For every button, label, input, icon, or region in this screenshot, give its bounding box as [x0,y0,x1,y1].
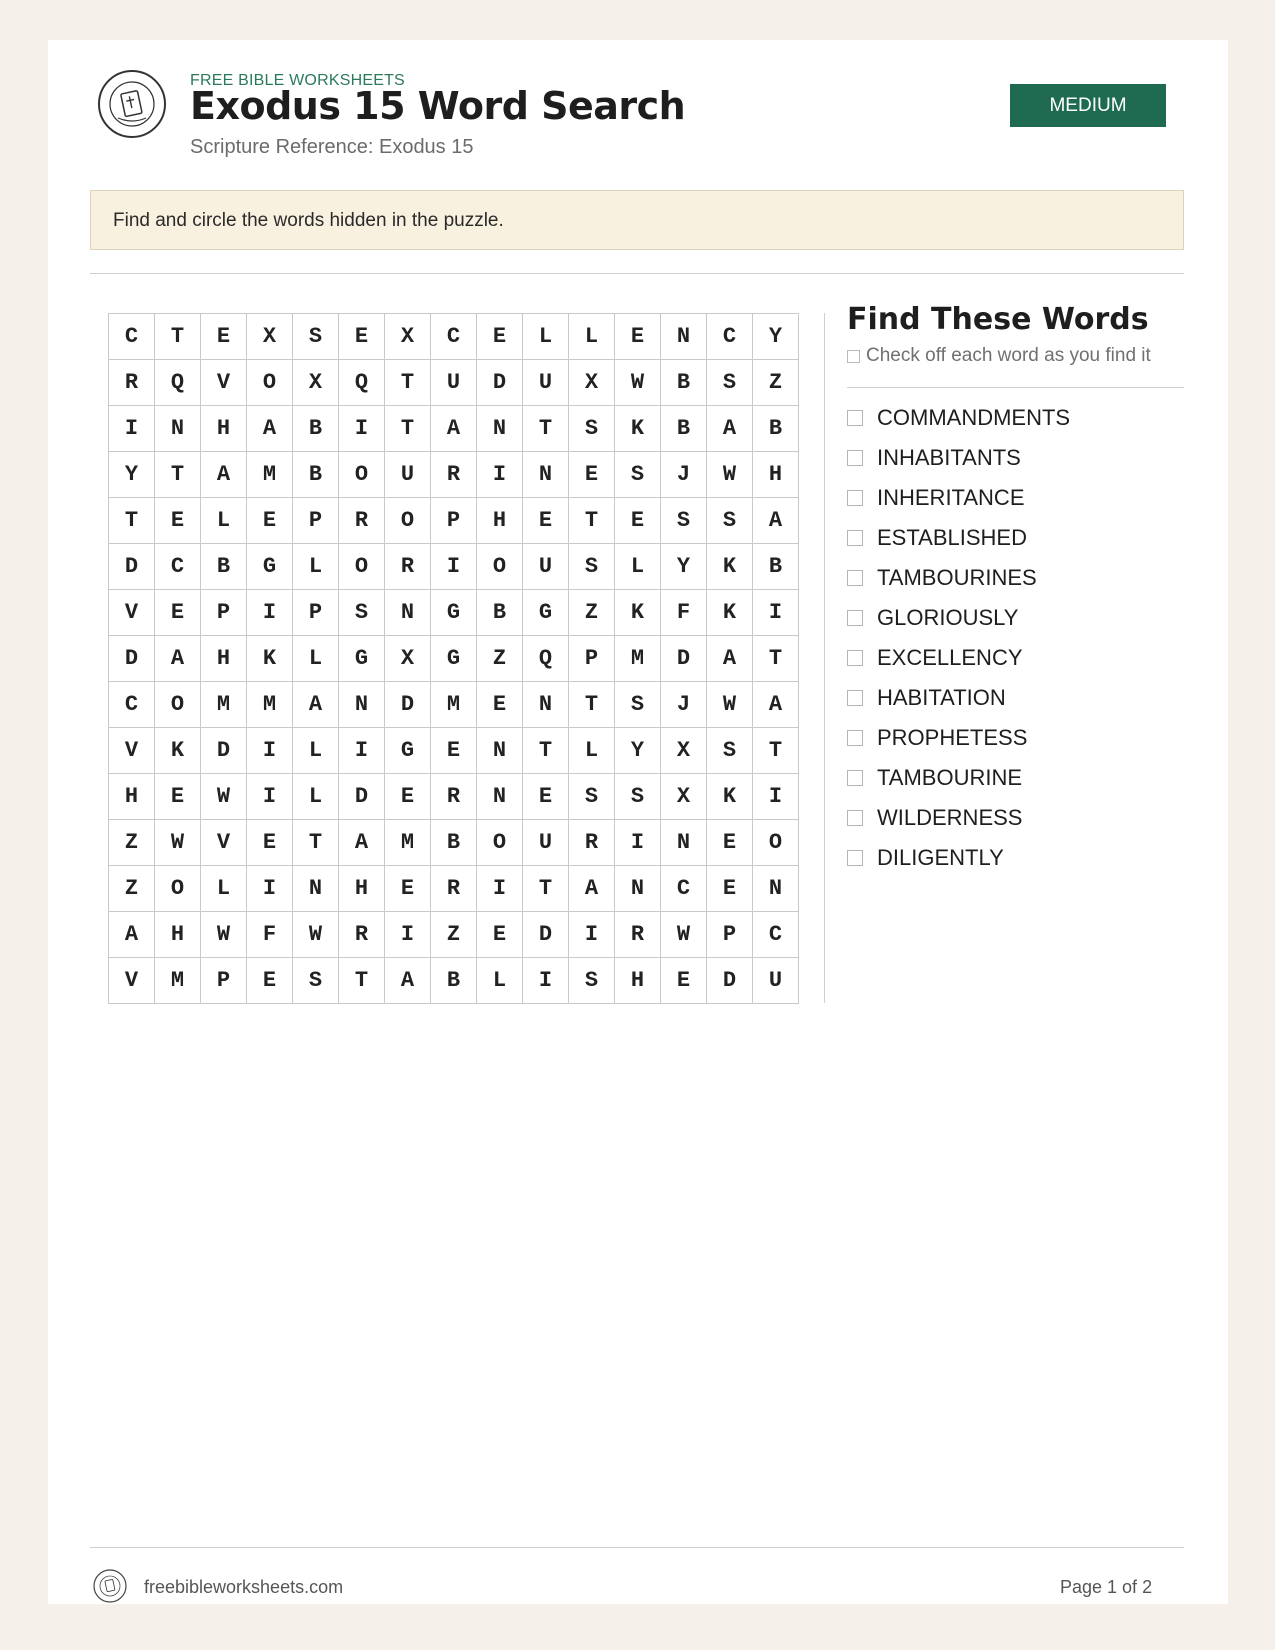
grid-cell[interactable]: W [707,452,753,498]
grid-cell[interactable]: T [155,314,201,360]
word-checkbox[interactable] [847,770,863,786]
grid-cell[interactable]: P [201,958,247,1004]
grid-cell[interactable]: N [523,682,569,728]
grid-cell[interactable]: E [569,452,615,498]
grid-cell[interactable]: L [615,544,661,590]
grid-cell[interactable]: S [293,958,339,1004]
grid-cell[interactable]: C [431,314,477,360]
grid-cell[interactable]: S [707,498,753,544]
grid-cell[interactable]: A [339,820,385,866]
grid-cell[interactable]: E [477,314,523,360]
grid-cell[interactable]: R [431,866,477,912]
word-checkbox[interactable] [847,810,863,826]
grid-cell[interactable]: G [431,590,477,636]
grid-cell[interactable]: P [293,590,339,636]
grid-cell[interactable]: A [569,866,615,912]
grid-cell[interactable]: Z [109,820,155,866]
grid-cell[interactable]: E [661,958,707,1004]
grid-cell[interactable]: D [707,958,753,1004]
grid-cell[interactable]: C [155,544,201,590]
grid-row [109,958,799,1004]
grid-cell[interactable]: M [155,958,201,1004]
word-item [847,718,1070,758]
word-list-title: Find These Words [847,302,1149,337]
grid-cell[interactable]: A [707,406,753,452]
grid-cell[interactable]: X [661,774,707,820]
grid-cell[interactable]: L [293,636,339,682]
grid-cell[interactable]: G [431,636,477,682]
grid-cell[interactable]: L [569,728,615,774]
word-checkbox[interactable] [847,410,863,426]
grid-cell[interactable]: V [201,360,247,406]
grid-cell[interactable]: E [385,774,431,820]
grid-cell[interactable]: W [661,912,707,958]
grid-cell[interactable]: T [753,636,799,682]
word-item [847,758,1070,798]
grid-row [109,498,799,544]
grid-cell[interactable]: L [293,774,339,820]
grid-cell[interactable]: A [753,498,799,544]
grid-cell[interactable]: S [707,728,753,774]
grid-cell[interactable]: A [155,636,201,682]
grid-cell[interactable]: K [707,590,753,636]
grid-cell[interactable]: R [431,774,477,820]
grid-cell[interactable]: P [569,636,615,682]
grid-cell[interactable]: G [385,728,431,774]
word-search-grid [108,313,799,1004]
grid-cell[interactable]: X [661,728,707,774]
grid-cell[interactable]: S [569,958,615,1004]
grid-cell[interactable]: S [615,682,661,728]
grid-cell[interactable]: I [247,774,293,820]
grid-row [109,360,799,406]
word-label: INHERITANCE [877,485,1025,510]
grid-cell[interactable]: D [661,636,707,682]
grid-cell[interactable]: R [431,452,477,498]
grid-cell[interactable]: P [431,498,477,544]
grid-cell[interactable]: Y [753,314,799,360]
grid-cell[interactable]: T [523,406,569,452]
grid-cell[interactable]: T [293,820,339,866]
word-label: HABITATION [877,685,1006,710]
grid-cell[interactable]: N [661,820,707,866]
grid-cell[interactable]: D [385,682,431,728]
word-checkbox[interactable] [847,850,863,866]
grid-cell[interactable]: B [753,406,799,452]
grid-cell[interactable]: H [109,774,155,820]
grid-cell[interactable]: U [523,360,569,406]
grid-cell[interactable]: J [661,682,707,728]
word-checkbox[interactable] [847,570,863,586]
grid-cell[interactable]: T [109,498,155,544]
grid-cell[interactable]: I [477,866,523,912]
grid-cell[interactable]: H [201,406,247,452]
grid-cell[interactable]: S [569,544,615,590]
grid-cell[interactable]: F [661,590,707,636]
word-list-divider [847,387,1184,388]
word-item [847,558,1070,598]
grid-cell[interactable]: C [753,912,799,958]
difficulty-badge: MEDIUM [1010,84,1166,127]
grid-cell[interactable]: A [109,912,155,958]
grid-cell[interactable]: S [339,590,385,636]
word-label: COMMANDMENTS [877,405,1071,430]
grid-cell[interactable]: M [247,682,293,728]
word-item [847,398,1070,438]
grid-cell[interactable]: I [431,544,477,590]
grid-cell[interactable]: D [201,728,247,774]
grid-cell[interactable]: W [293,912,339,958]
grid-cell[interactable]: A [247,406,293,452]
grid-cell[interactable]: L [477,958,523,1004]
grid-cell[interactable]: E [385,866,431,912]
grid-cell[interactable]: G [339,636,385,682]
grid-cell[interactable]: O [155,682,201,728]
grid-row [109,682,799,728]
word-checkbox[interactable] [847,450,863,466]
grid-cell[interactable]: A [201,452,247,498]
word-label: EXCELLENCY [877,645,1023,670]
grid-row [109,820,799,866]
grid-cell[interactable]: H [339,866,385,912]
grid-cell[interactable]: W [155,820,201,866]
word-item [847,638,1070,678]
word-label: ESTABLISHED [877,525,1027,550]
grid-cell[interactable]: A [753,682,799,728]
scripture-reference: Scripture Reference: Exodus 15 [190,136,474,158]
grid-cell[interactable]: U [753,958,799,1004]
grid-cell[interactable]: Y [109,452,155,498]
grid-cell[interactable]: O [477,544,523,590]
grid-cell[interactable]: B [293,452,339,498]
brand-label: FREE BIBLE WORKSHEETS [190,72,405,89]
grid-cell[interactable]: I [247,590,293,636]
checkbox-icon [847,350,860,363]
grid-cell[interactable]: O [339,544,385,590]
grid-cell[interactable]: M [431,682,477,728]
word-item [847,518,1070,558]
grid-cell[interactable]: E [155,774,201,820]
word-item [847,478,1070,518]
grid-cell[interactable]: N [661,314,707,360]
word-label: TAMBOURINES [877,565,1037,590]
word-label: GLORIOUSLY [877,605,1019,630]
grid-cell[interactable]: S [615,774,661,820]
grid-cell[interactable]: Q [523,636,569,682]
grid-cell[interactable]: I [339,406,385,452]
grid-cell[interactable]: W [615,360,661,406]
grid-cell[interactable]: I [385,912,431,958]
grid-cell[interactable]: O [247,360,293,406]
grid-cell[interactable]: S [661,498,707,544]
grid-cell[interactable]: S [615,452,661,498]
grid-cell[interactable]: Q [339,360,385,406]
grid-cell[interactable]: W [707,682,753,728]
grid-cell[interactable]: X [385,314,431,360]
grid-cell[interactable]: E [707,866,753,912]
grid-cell[interactable]: S [707,360,753,406]
grid-cell[interactable]: H [155,912,201,958]
grid-cell[interactable]: N [477,728,523,774]
grid-cell[interactable]: N [155,406,201,452]
word-checkbox[interactable] [847,610,863,626]
word-item [847,678,1070,718]
grid-cell[interactable]: E [155,590,201,636]
grid-cell[interactable]: B [431,958,477,1004]
grid-cell[interactable]: E [247,958,293,1004]
grid-cell[interactable]: D [477,360,523,406]
word-list-hint [847,345,1151,367]
grid-cell[interactable]: K [615,590,661,636]
grid-cell[interactable]: P [707,912,753,958]
grid-cell[interactable]: X [569,360,615,406]
grid-cell[interactable]: W [201,912,247,958]
grid-cell[interactable]: Q [155,360,201,406]
word-label: INHABITANTS [877,445,1021,470]
grid-cell[interactable]: K [615,406,661,452]
footer-site: freebibleworksheets.com [144,1577,344,1597]
word-checkbox[interactable] [847,530,863,546]
word-label: WILDERNESS [877,805,1023,830]
grid-row [109,774,799,820]
footer-divider [90,1547,1184,1548]
grid-cell[interactable]: T [155,452,201,498]
grid-cell[interactable]: E [339,314,385,360]
grid-cell[interactable]: N [523,452,569,498]
grid-cell[interactable]: X [293,360,339,406]
grid-row [109,452,799,498]
grid-cell[interactable]: Y [615,728,661,774]
grid-cell[interactable]: T [569,498,615,544]
grid-row [109,590,799,636]
grid-cell[interactable]: G [247,544,293,590]
grid-cell[interactable]: N [293,866,339,912]
grid-cell[interactable]: S [293,314,339,360]
word-list-hint-text: Check off each word as you find it [866,345,1151,366]
grid-cell[interactable]: L [201,866,247,912]
grid-cell[interactable]: R [339,498,385,544]
grid-cell[interactable]: M [201,682,247,728]
grid-cell[interactable]: L [523,314,569,360]
grid-row [109,406,799,452]
grid-cell[interactable]: B [431,820,477,866]
grid-row [109,728,799,774]
grid-cell[interactable]: A [431,406,477,452]
grid-cell[interactable]: I [615,820,661,866]
grid-cell[interactable]: H [753,452,799,498]
grid-cell[interactable]: N [477,406,523,452]
grid-cell[interactable]: P [293,498,339,544]
grid-cell[interactable]: F [247,912,293,958]
grid-cell[interactable]: G [523,590,569,636]
grid-cell[interactable]: I [247,728,293,774]
grid-cell[interactable]: Z [477,636,523,682]
grid-cell[interactable]: L [201,498,247,544]
grid-cell[interactable]: R [385,544,431,590]
grid-cell[interactable]: U [523,820,569,866]
grid-cell[interactable]: V [109,590,155,636]
grid-cell[interactable]: L [293,728,339,774]
grid-cell[interactable]: P [201,590,247,636]
grid-cell[interactable]: T [385,360,431,406]
grid-cell[interactable]: T [385,406,431,452]
grid-cell[interactable]: R [109,360,155,406]
grid-cell[interactable]: I [753,590,799,636]
grid-cell[interactable]: C [661,866,707,912]
header-divider [90,273,1184,274]
grid-cell[interactable]: R [615,912,661,958]
grid-cell[interactable]: I [109,406,155,452]
grid-cell[interactable]: T [523,866,569,912]
grid-cell[interactable]: E [615,498,661,544]
grid-cell[interactable]: V [201,820,247,866]
grid-cell[interactable]: K [247,636,293,682]
grid-row [109,314,799,360]
grid-cell[interactable]: R [339,912,385,958]
word-item [847,798,1070,838]
grid-cell[interactable]: E [247,820,293,866]
word-checkbox[interactable] [847,650,863,666]
grid-cell[interactable]: N [477,774,523,820]
grid-cell[interactable]: E [523,774,569,820]
grid-cell[interactable]: Z [431,912,477,958]
grid-cell[interactable]: A [293,682,339,728]
word-checkbox[interactable] [847,690,863,706]
grid-cell[interactable]: E [431,728,477,774]
grid-cell[interactable]: H [615,958,661,1004]
grid-cell[interactable]: C [707,314,753,360]
grid-cell[interactable]: O [477,820,523,866]
grid-row [109,866,799,912]
grid-cell[interactable]: I [477,452,523,498]
grid-cell[interactable]: O [339,452,385,498]
grid-cell[interactable]: L [569,314,615,360]
page-number: Page 1 of 2 [1060,1577,1153,1597]
grid-cell[interactable]: E [615,314,661,360]
grid-cell[interactable]: O [155,866,201,912]
grid-cell[interactable]: U [385,452,431,498]
grid-cell[interactable]: D [109,544,155,590]
word-item [847,598,1070,638]
grid-cell[interactable]: N [339,682,385,728]
grid-cell[interactable]: S [569,774,615,820]
grid-cell[interactable]: E [477,912,523,958]
grid-cell[interactable]: E [247,498,293,544]
instruction-text: Find and circle the words hidden in the puzzle. [113,210,504,231]
grid-cell[interactable]: K [155,728,201,774]
word-item [847,438,1070,478]
grid-cell[interactable]: B [293,406,339,452]
grid-cell[interactable]: L [293,544,339,590]
grid-cell[interactable]: O [385,498,431,544]
grid-cell[interactable]: B [661,406,707,452]
grid-cell[interactable]: M [615,636,661,682]
footer-logo-icon [92,1568,128,1604]
column-divider [824,313,825,1003]
grid-cell[interactable]: U [523,544,569,590]
grid-cell[interactable]: I [753,774,799,820]
grid-cell[interactable]: M [385,820,431,866]
page-title: Exodus 15 Word Search [190,84,686,128]
word-label: TAMBOURINE [877,765,1023,790]
grid-cell[interactable]: U [431,360,477,406]
grid-cell[interactable]: X [385,636,431,682]
grid-cell[interactable]: B [201,544,247,590]
grid-cell[interactable]: E [523,498,569,544]
grid-cell[interactable]: H [201,636,247,682]
instruction-box [90,190,1184,250]
grid-cell[interactable]: C [109,682,155,728]
grid-row [109,544,799,590]
grid-cell[interactable]: T [523,728,569,774]
grid-cell[interactable]: Y [661,544,707,590]
grid-cell[interactable]: N [615,866,661,912]
grid-cell[interactable]: I [339,728,385,774]
grid-cell[interactable]: R [569,820,615,866]
grid-cell[interactable]: T [569,682,615,728]
grid-cell[interactable]: M [247,452,293,498]
grid-cell[interactable]: K [707,774,753,820]
word-list [847,398,1070,878]
grid-cell[interactable]: X [247,314,293,360]
word-item [847,838,1070,878]
grid-cell[interactable]: D [339,774,385,820]
grid-row [109,636,799,682]
word-label: PROPHETESS [877,725,1028,750]
grid-cell[interactable]: O [753,820,799,866]
grid-cell[interactable]: Z [109,866,155,912]
grid-cell[interactable]: H [477,498,523,544]
word-checkbox[interactable] [847,490,863,506]
grid-cell[interactable]: I [523,958,569,1004]
grid-cell[interactable]: J [661,452,707,498]
grid-cell[interactable]: N [753,866,799,912]
worksheet-page [48,40,1228,1604]
word-checkbox[interactable] [847,730,863,746]
grid-cell[interactable]: W [201,774,247,820]
word-label: DILIGENTLY [877,845,1004,870]
grid-cell[interactable]: E [201,314,247,360]
grid-cell[interactable]: V [109,728,155,774]
grid-cell[interactable]: T [339,958,385,1004]
grid-cell[interactable]: B [753,544,799,590]
grid-cell[interactable]: K [707,544,753,590]
grid-cell[interactable]: B [661,360,707,406]
grid-cell[interactable]: N [385,590,431,636]
grid-cell[interactable]: I [247,866,293,912]
grid-cell[interactable]: E [707,820,753,866]
grid-cell[interactable]: E [155,498,201,544]
grid-cell[interactable]: A [385,958,431,1004]
grid-cell[interactable]: D [109,636,155,682]
grid-cell[interactable]: C [109,314,155,360]
grid-cell[interactable]: T [753,728,799,774]
grid-cell[interactable]: I [569,912,615,958]
grid-cell[interactable]: B [477,590,523,636]
grid-cell[interactable]: Z [569,590,615,636]
grid-cell[interactable]: D [523,912,569,958]
bible-logo-icon [96,68,168,140]
grid-cell[interactable]: E [477,682,523,728]
grid-cell[interactable]: Z [753,360,799,406]
grid-cell[interactable]: A [707,636,753,682]
grid-cell[interactable]: V [109,958,155,1004]
grid-cell[interactable]: S [569,406,615,452]
grid-row [109,912,799,958]
